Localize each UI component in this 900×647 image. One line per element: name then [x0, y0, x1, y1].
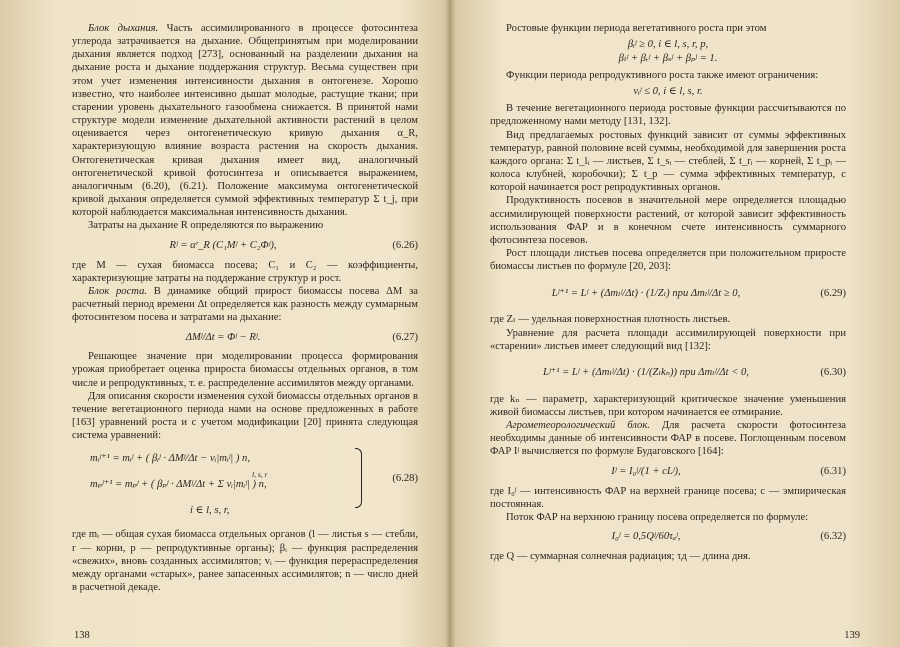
growth-block-heading: Блок роста.: [88, 285, 148, 297]
equation-6-28-line-3: i ∈ l, s, r,: [190, 505, 230, 517]
page-number-left: 138: [74, 630, 90, 641]
equation-6-32-expression: I₀ʲ = 0,5Qʲ/60τₐʲ,: [611, 531, 681, 543]
page-number-right: 139: [844, 630, 860, 641]
growth-functions-method-paragraph: В течение вегетационного периода ростовые функции рассчитываются по предложенному нами методу [131, 132].: [490, 103, 846, 128]
reproductive-constraint: vᵢʲ ≤ 0, i ∈ l, s, r.: [633, 86, 703, 98]
respiration-costs-intro: Затраты на дыхание R определяются по выражению: [88, 220, 324, 232]
equation-6-28-brace: [355, 448, 362, 508]
equation-6-26: [72, 237, 418, 255]
equation-6-28-number: (6.28): [392, 473, 418, 485]
aging-leaves-paragraph: Уравнение для расчета площади ассимилирующей поверхности при «старении» листьев имеет следующий вид [132]:: [490, 327, 846, 352]
equation-6-27-number: (6.27): [392, 331, 418, 343]
equation-6-32-number: (6.32): [820, 531, 846, 543]
right-page: [490, 22, 846, 633]
system-legend: где mᵢ — общая сухая биомасса отдельных органов (l — листья s — стебли, r — корни, p — репродуктивные органы); βᵢ — функция распределения «свежих», вновь созданных ассимилятов; vᵢ — функция перераспределения между органами «старых», ранее запасенных ассимилятов; n — число дней в расчетной декаде.: [72, 529, 418, 593]
equation-6-31-number: (6.31): [820, 466, 846, 478]
equation-6-29: [490, 277, 846, 309]
agrometeorological-block-text: Для расчета скорости фотосинтеза необходимы данные об интенсивности ФАР в посеве. Поглощенным посевом ФАР Iʲ вычисляется по формуле Будаговского [164]:: [490, 420, 846, 458]
equation-6-30-expression: Lʲ⁺¹ = Lʲ + (Δmₗʲ/Δt) · (1/(Zₗkₙ)) при Δmₗʲ/Δt < 0,: [543, 367, 749, 379]
par-intensity-legend: где I₀ʲ — интенсивность ФАР на верхней границе посева; c — эмпирическая постоянная.: [490, 485, 846, 510]
assimilate-distribution-paragraph: Решающее значение при моделировании процесса формирования урожая приобретает оценка прироста биомассы отдельных органов, в том числе и репродуктивных, т. е. распределение ассимилятов между органами.: [72, 351, 418, 389]
growth-block-text: В динамике общий прирост биомассы посева ΔM за расчетный период времени Δt определяется как разность между суммарным фотосинтезом посева и затратами на дыхание:: [72, 285, 418, 324]
respiration-block-heading: Блок дыхания.: [88, 23, 159, 34]
par-flux-paragraph: Поток ФАР на верхнюю границу посева определяется по формуле:: [506, 511, 809, 523]
left-page: [72, 22, 418, 633]
leaf-area-paragraph: Рост площади листьев посева определяется при положительном приросте биомассы листьев по формуле [20, 203]:: [490, 248, 846, 273]
vegetative-constraint-2: βₗʲ + βᵣʲ + βₛʲ + βₚʲ = 1.: [618, 53, 718, 65]
equation-6-29-expression: Lʲ⁺¹ = Lʲ + (Δmₗʲ/Δt) · (1/Zₗ) при Δmₗʲ/Δt ≥ 0,: [551, 287, 741, 299]
equation-6-27: [72, 328, 418, 346]
equation-6-30: [490, 357, 846, 389]
equation-6-28: [72, 448, 418, 522]
equation-6-26-expression: Rʲ = αʳ_R (C₁Mʲ + C₂Φʲ),: [169, 239, 277, 251]
equation-6-28-line-2: mₚʲ⁺¹ = mₚʲ + ( βₚʲ · ΔMʲ/Δt + Σ vᵢ|mᵢʲ| ) n,: [90, 479, 267, 491]
respiration-block-text: Часть ассимилированного в процессе фотосинтеза углерода затрачивается на дыхание. Общепринятым при моделировании дыхания является подход [273], основанный на разделении дыхания на дыхание роста и дыхание поддержания структур. Весьма существен при этом учет изменения интенсивности дыхания в онтогенезе. Хорошо известно, что наиболее интенсивно дышат молодые, растущие ткани; при старении уровень дыхательного газообмена снижается. В принятой нами структуре модели изменение дыхательной активности растений в целом оценивается через онтогенетическую кривую дыхания α_R, характеризующую влияние возраста растения на скорость дыхания. Онтогенетическая кривая дыхания имеет вид, аналогичный онтогенетической кривой фотосинтеза и описывается выражением, аналогичным (6.20), (6.21). Положение максимума онтогенетической кривой дыхания определяется суммой эффективных температур Σ t_j, при которой наблюдается максимальная интенсивность дыхания.: [72, 23, 418, 219]
equation-6-27-expression: ΔMʲ/Δt = Φʲ − Rʲ.: [185, 331, 261, 343]
leaf-density-legend: где Zₗ — удельная поверхностная плотность листьев.: [490, 314, 731, 326]
agrometeorological-block-heading: Агрометеорологический блок.: [506, 420, 650, 432]
agrometeorological-block-paragraph: [490, 419, 846, 458]
equation-6-31-expression: Iʲ = I₀ʲ/(1 + cLʲ),: [611, 466, 681, 478]
book-gutter: [444, 0, 456, 647]
reproductive-constraints: [490, 85, 846, 99]
growth-functions-temperature-paragraph: Вид предлагаемых ростовых функций зависит от суммы эффективных температур, равной половине всей суммы, необходимой для завершения роста каждого органа: Σ t_lᵢ — листьев, Σ t_sᵢ — стеблей, Σ t_rᵢ — корней, Σ t_pᵢ — колоса клубней, коробочки); Σ t_p — сумма эффективных температур, с которой начинается рост репродуктивных органов.: [490, 129, 846, 194]
equation-6-29-number: (6.29): [820, 287, 846, 299]
vegetative-growth-functions-intro: Ростовые функции периода вегетативного роста при этом: [506, 23, 767, 34]
respiration-block-paragraph: [72, 22, 418, 219]
kn-parameter-legend: где kₙ — параметр, характеризующий критическое значение уменьшения живой биомассы листьев, при котором начинается ее отмирание.: [490, 393, 846, 418]
productivity-paragraph: Продуктивность посевов в значительной мере определяется площадью ассимилирующей поверхности растений, от которой зависит эффективность использования ФАР и в конечном счете интенсивность суммарного фотосинтеза посевов.: [490, 195, 846, 246]
reproductive-functions-intro: Функции периода репродуктивного роста также имеют ограничения:: [506, 70, 819, 82]
equation-6-28-line-1: mᵢʲ⁺¹ = mᵢʲ + ( βᵢʲ · ΔMʲ/Δt − vᵢ|mᵢʲ| ) n,: [90, 453, 250, 465]
equation-6-28-sum-limits: l, s, r: [252, 470, 268, 480]
equation-6-26-number: (6.26): [392, 239, 418, 251]
radiation-legend: где Q — суммарная солнечная радиация; τд — длина дня.: [490, 551, 751, 563]
equation-6-30-number: (6.30): [820, 367, 846, 379]
system-intro-paragraph: Для описания скорости изменения сухой биомассы отдельных органов в течение вегетационного периода нами на основе предложенных в работе [163] уравнений роста и с учетом модификации [20] принята следующая система уравнений:: [72, 390, 418, 442]
growth-block-paragraph: [72, 285, 418, 324]
vegetative-constraint-1: βᵢʲ ≥ 0, i ∈ l, s, r, p,: [627, 39, 709, 51]
equation-6-31: [490, 463, 846, 481]
equation-6-32: [490, 528, 846, 546]
vegetative-constraints: [490, 38, 846, 66]
respiration-legend: где M — сухая биомасса посева; C₁ и C₂ — коэффициенты, характеризующие затраты на поддержание структур и рост.: [72, 259, 418, 284]
